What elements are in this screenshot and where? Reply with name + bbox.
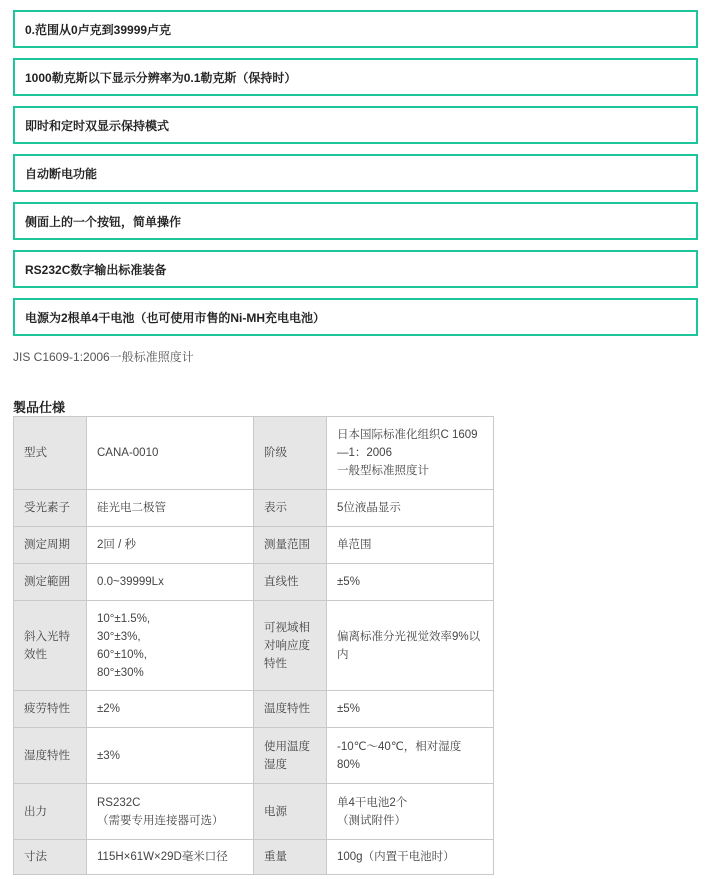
spec-label: 电源 (254, 784, 327, 840)
feature-item: 1000勒克斯以下显示分辨率为0.1勒克斯（保持时） (13, 58, 698, 96)
spec-label: 出力 (14, 784, 87, 840)
spec-value: ±3% (87, 728, 254, 784)
spec-label: 可视域相对响应度特性 (254, 601, 327, 691)
spec-row (14, 840, 494, 875)
feature-item: 侧面上的一个按钮，简单操作 (13, 202, 698, 240)
spec-value: 100g（内置干电池时） (327, 840, 494, 875)
feature-item: 自动断电功能 (13, 154, 698, 192)
feature-item: 即时和定时双显示保持模式 (13, 106, 698, 144)
spec-row (14, 728, 494, 784)
spec-label: 直线性 (254, 564, 327, 601)
feature-item: RS232C数字输出标准装备 (13, 250, 698, 288)
spec-value: -10℃～40℃，相对湿度80% (327, 728, 494, 784)
spec-label: 寸法 (14, 840, 87, 875)
feature-list (13, 10, 698, 346)
spec-label: 阶级 (254, 417, 327, 490)
spec-label: 测定周期 (14, 527, 87, 564)
spec-row (14, 784, 494, 840)
spec-value: 单范围 (327, 527, 494, 564)
spec-label: 受光素子 (14, 490, 87, 527)
feature-item: 0.范围从0卢克到39999卢克 (13, 10, 698, 48)
spec-value: 硅光电二极管 (87, 490, 254, 527)
spec-value: RS232C （需要专用连接器可选） (87, 784, 254, 840)
feature-item: 电源为2根单4干电池（也可使用市售的Ni-MH充电电池） (13, 298, 698, 336)
spec-label: 型式 (14, 417, 87, 490)
spec-label: 斜入光特效性 (14, 601, 87, 691)
spec-label: 测定範囲 (14, 564, 87, 601)
spec-value: ±2% (87, 691, 254, 728)
spec-row (14, 601, 494, 691)
spec-table (13, 416, 494, 875)
spec-value: 115H×61W×29D毫米口径 (87, 840, 254, 875)
spec-value: 5位液晶显示 (327, 490, 494, 527)
spec-row (14, 691, 494, 728)
spec-value: ±5% (327, 691, 494, 728)
spec-value: 2回 / 秒 (87, 527, 254, 564)
spec-label: 湿度特性 (14, 728, 87, 784)
spec-value: ±5% (327, 564, 494, 601)
spec-value: 单4干电池2个 （测试附件） (327, 784, 494, 840)
spec-label: 使用温度湿度 (254, 728, 327, 784)
spec-label: 重量 (254, 840, 327, 875)
spec-value: 10°±1.5%, 30°±3%, 60°±10%, 80°±30% (87, 601, 254, 691)
spec-row (14, 527, 494, 564)
spec-label: 温度特性 (254, 691, 327, 728)
spec-section-title: 製品仕様 (13, 400, 66, 415)
spec-label: 疲劳特性 (14, 691, 87, 728)
spec-row (14, 490, 494, 527)
spec-label: 测量范围 (254, 527, 327, 564)
standard-note: JIS C1609-1:2006一般标准照度计 (13, 350, 194, 364)
spec-value: 0.0~39999Lx (87, 564, 254, 601)
spec-value: 日本国际标准化组织C 1609—1：2006 一般型标准照度计 (327, 417, 494, 490)
spec-value: CANA-0010 (87, 417, 254, 490)
spec-value: 偏离标准分光视觉效率9%以内 (327, 601, 494, 691)
spec-label: 表示 (254, 490, 327, 527)
spec-row (14, 417, 494, 490)
spec-row (14, 564, 494, 601)
